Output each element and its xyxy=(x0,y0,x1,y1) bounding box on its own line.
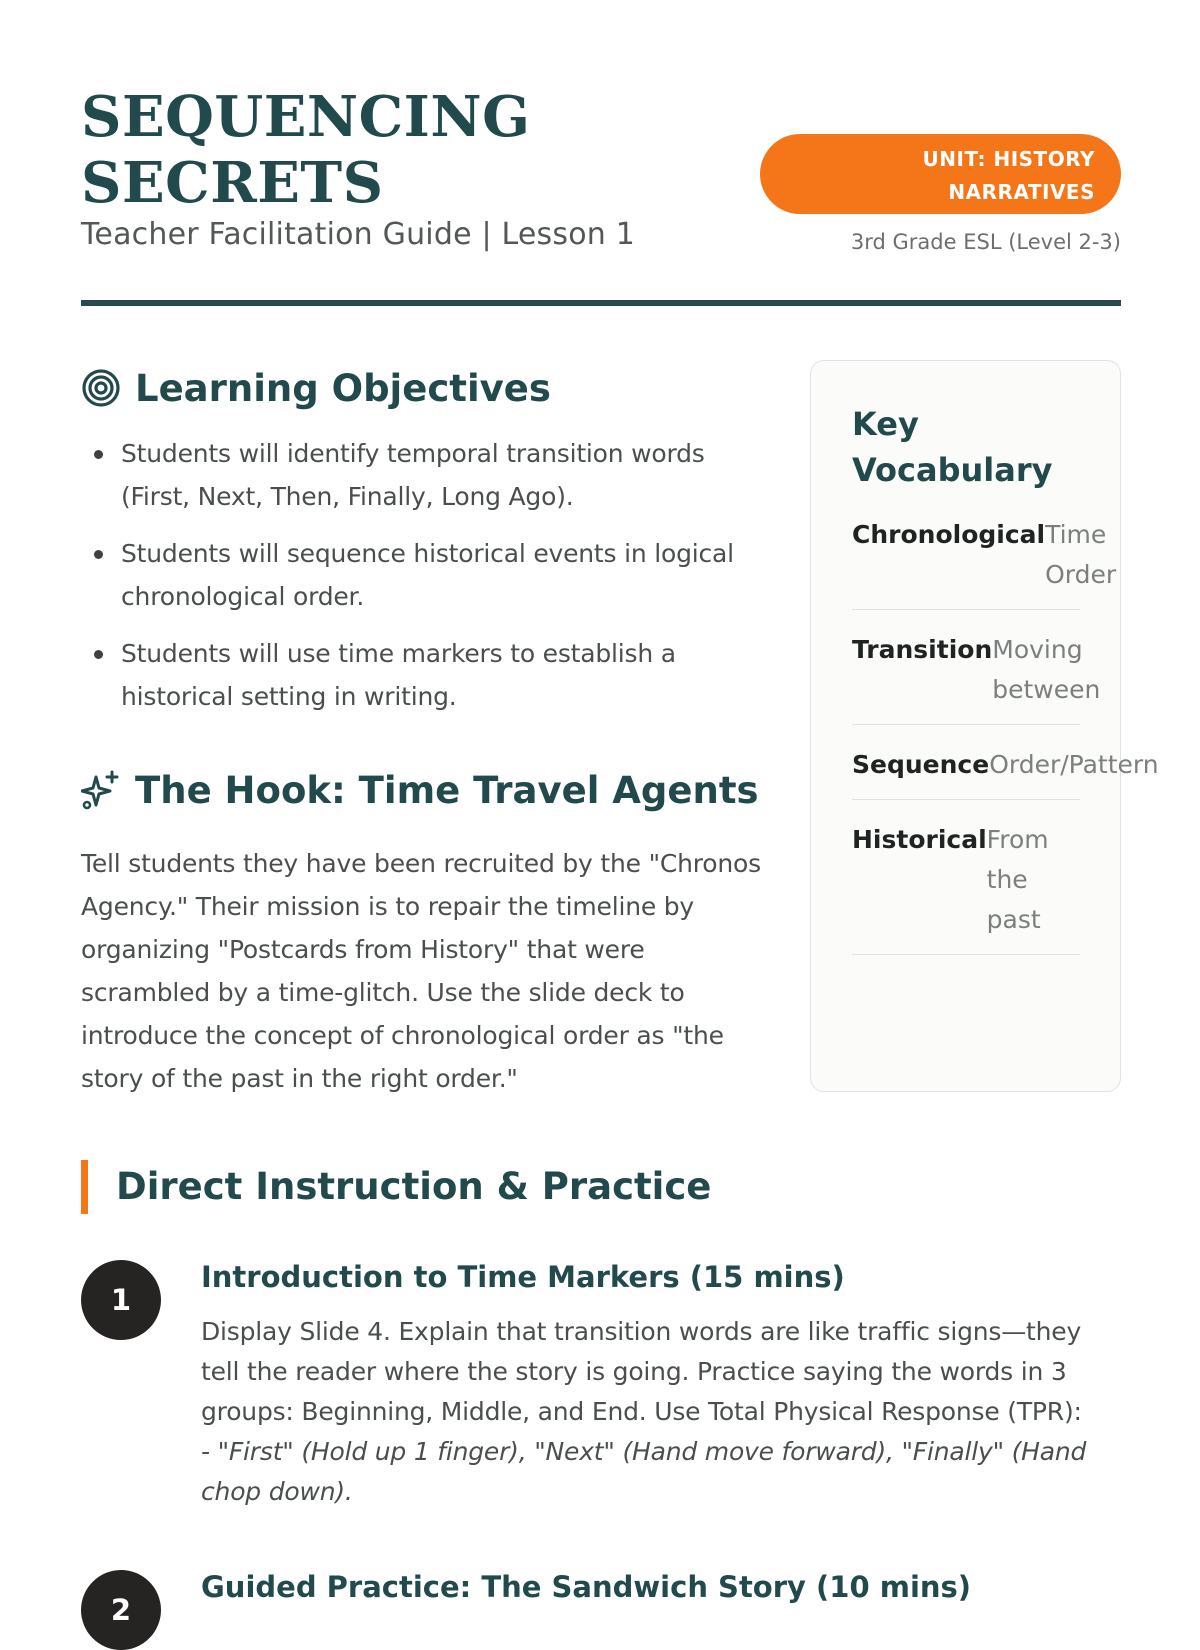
vocabulary-definition: From the past xyxy=(986,825,1049,934)
unit-badge xyxy=(760,134,1121,214)
vocabulary-title: Key Vocabulary xyxy=(852,405,1053,489)
vocabulary-term: Chronological xyxy=(852,520,1046,549)
title-line-2: SECRETS xyxy=(81,150,384,216)
title-line-1: SEQUENCING xyxy=(81,84,531,150)
objective-item: Students will sequence historical events in logical chronological order. xyxy=(121,532,766,618)
hook-paragraph: Tell students they have been recruited by the "Chronos Agency." Their mission is to repair the timeline by organizing "Postcards from History" that were scrambled by a time-glitch. Use the slide deck to introduce the concept of chronological order as "the story of the past in the right order." xyxy=(81,849,761,1093)
step-title: Guided Practice: The Sandwich Story (10 mins) xyxy=(201,1570,972,1604)
main-content xyxy=(81,360,1159,1627)
step-number-badge: 2 xyxy=(81,1570,161,1650)
header-divider xyxy=(81,300,1121,306)
vocabulary-item xyxy=(852,743,1159,800)
step-description xyxy=(201,1312,1121,1512)
tpr-instructions: - "First" (Hold up 1 finger), "Next" (Hand move forward), "Finally" (Hand chop down). xyxy=(201,1437,1087,1506)
page-subtitle: Teacher Facilitation Guide | Lesson 1 xyxy=(81,217,636,252)
vocabulary-item xyxy=(852,513,1117,610)
objectives-heading xyxy=(81,360,766,416)
unit-badge-line-1: UNIT: HISTORY xyxy=(922,147,1095,171)
direct-instruction-heading: Direct Instruction & Practice xyxy=(81,1160,1121,1214)
grade-level: 3rd Grade ESL (Level 2-3) xyxy=(850,230,1121,254)
step-body-text: Display Slide 4. Explain that transition words are like traffic signs—they tell the reader where the story is going. Practice saying the words in 3 groups: Beginning, Middle, and End. Use Total Physical Response (TPR): xyxy=(201,1317,1082,1426)
vocabulary-item xyxy=(852,818,1080,955)
vocabulary-term: Sequence xyxy=(852,750,990,779)
page-header xyxy=(81,0,1121,308)
instruction-step xyxy=(81,1564,1121,1627)
vocabulary-term: Historical xyxy=(852,825,987,854)
vocabulary-definition: Time Order xyxy=(1045,520,1117,589)
objective-item: Students will use time markers to establish a historical setting in writing. xyxy=(121,632,766,718)
step-title: Introduction to Time Markers (15 mins) xyxy=(201,1260,845,1294)
vocabulary-item xyxy=(852,628,1101,725)
instruction-step xyxy=(81,1254,1121,1512)
lesson-page xyxy=(81,0,1159,1627)
unit-badge-line-2: NARRATIVES xyxy=(948,180,1095,204)
vocabulary-term: Transition xyxy=(852,635,993,664)
left-column xyxy=(81,360,766,1100)
vocabulary-card xyxy=(810,360,1159,1092)
step-number-badge: 1 xyxy=(81,1260,161,1340)
sparkles-icon xyxy=(81,770,121,810)
hook-heading xyxy=(81,762,766,818)
vocabulary-definition: Order/Pattern xyxy=(989,750,1159,779)
target-icon xyxy=(81,368,121,408)
objective-item: Students will identify temporal transition words (First, Next, Then, Finally, Long Ago). xyxy=(121,432,766,518)
hook-heading-text: The Hook: Time Travel Agents xyxy=(135,768,759,812)
vocabulary-definition: Moving between xyxy=(992,635,1101,704)
direct-instruction-section xyxy=(81,1160,1121,1627)
objectives-list xyxy=(81,432,766,718)
page-title xyxy=(81,84,530,216)
objectives-heading-text: Learning Objectives xyxy=(135,366,551,410)
